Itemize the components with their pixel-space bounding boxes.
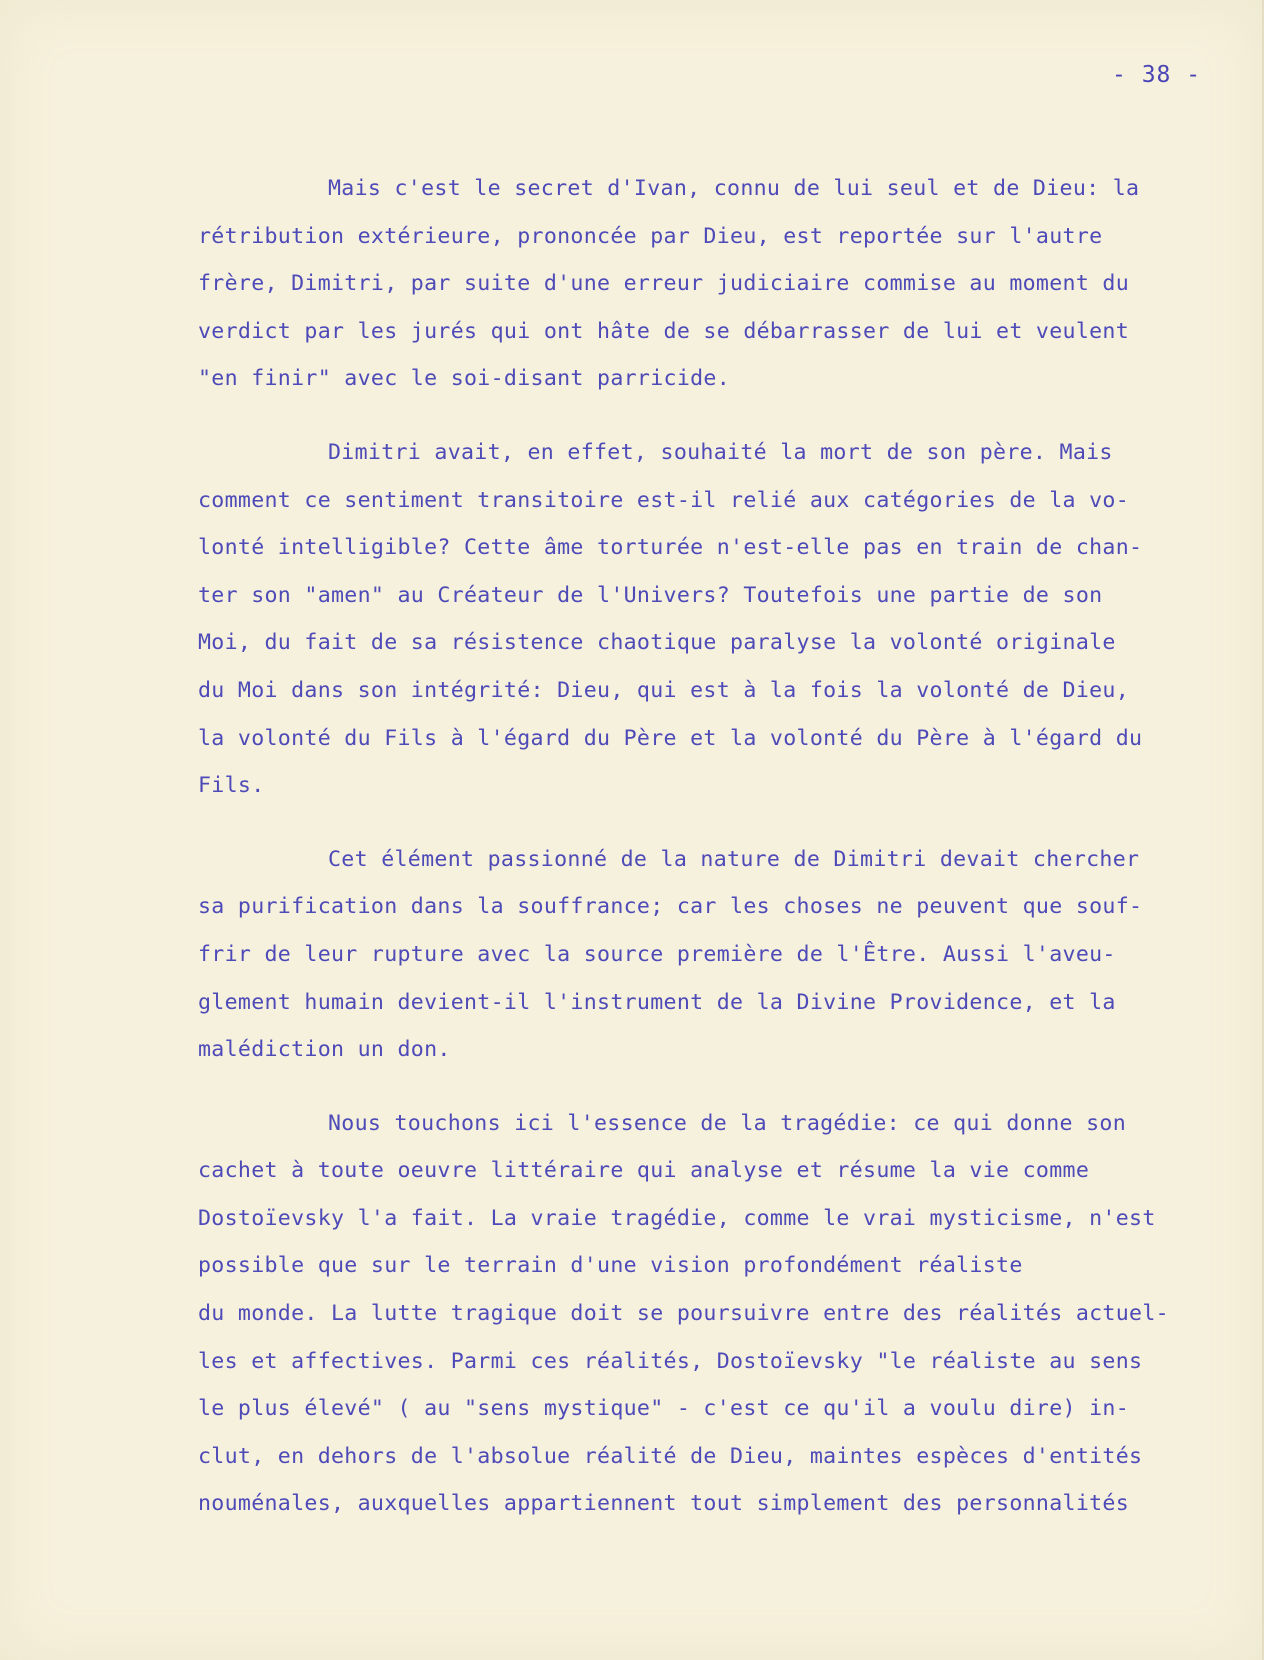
text-line: frère, Dimitri, par suite d'une erreur judiciaire commise au moment du	[198, 271, 1130, 297]
text-line: possible que sur le terrain d'une vision profondément réaliste	[198, 1253, 1023, 1279]
text-line: du Moi dans son intégrité: Dieu, qui est à la fois la volonté de Dieu,	[198, 677, 1130, 703]
text-line: les et affectives. Parmi ces réalités, Dostoïevsky "le réaliste au sens	[198, 1348, 1143, 1374]
text-line: Dimitri avait, en effet, souhaité la mort de son père. Mais	[328, 439, 1113, 465]
text-line: clut, en dehors de l'absolue réalité de Dieu, maintes espèces d'entités	[198, 1443, 1143, 1469]
text-line: Nous touchons ici l'essence de la tragédie: ce qui donne son	[328, 1110, 1127, 1136]
text-line: ter son "amen" au Créateur de l'Univers? Toutefois une partie de son	[198, 582, 1103, 608]
text-line: la volonté du Fils à l'égard du Père et la volonté du Père à l'égard du	[198, 725, 1143, 751]
text-line: "en finir" avec le soi-disant parricide.	[198, 366, 731, 392]
text-line: du monde. La lutte tragique doit se poursuivre entre des réalités actuel-	[198, 1301, 1169, 1327]
text-line: comment ce sentiment transitoire est-il relié aux catégories de la vo-	[198, 487, 1130, 513]
text-line: Cet élément passionné de la nature de Dimitri devait chercher	[328, 846, 1140, 872]
text-line: Fils.	[198, 773, 265, 799]
paragraph-2	[198, 429, 1248, 810]
text-line: malédiction un don.	[198, 1037, 451, 1063]
text-line: Dostoïevsky l'a fait. La vraie tragédie, comme le vrai mysticisme, n'est	[198, 1205, 1156, 1231]
text-line: verdict par les jurés qui ont hâte de se débarrasser de lui et veulent	[198, 318, 1130, 344]
paragraph-3	[198, 836, 1248, 1074]
paragraph-1	[198, 165, 1248, 403]
text-line: rétribution extérieure, prononcée par Dieu, est reportée sur l'autre	[198, 223, 1103, 249]
text-line: sa purification dans la souffrance; car les choses ne peuvent que souf-	[198, 894, 1143, 920]
text-line: le plus élevé" ( au "sens mystique" - c'est ce qu'il a voulu dire) in-	[198, 1396, 1130, 1422]
text-line: Mais c'est le secret d'Ivan, connu de lui seul et de Dieu: la	[328, 176, 1140, 201]
text-line: cachet à toute oeuvre littéraire qui analyse et résume la vie comme	[198, 1158, 1090, 1184]
text-line: nouménales, auxquelles appartiennent tout simplement des personnalités	[198, 1491, 1130, 1517]
text-line: frir de leur rupture avec la source première de l'Être. Aussi l'aveu-	[198, 941, 1116, 967]
body-text	[198, 165, 1248, 1554]
paragraph-4	[198, 1100, 1248, 1528]
text-line: glement humain devient-il l'instrument de la Divine Providence, et la	[198, 989, 1116, 1015]
text-line: lonté intelligible? Cette âme torturée n'est-elle pas en train de chan-	[198, 535, 1143, 561]
page-number: - 38 -	[1112, 62, 1202, 88]
text-line: Moi, du fait de sa résistence chaotique paralyse la volonté originale	[198, 630, 1116, 656]
